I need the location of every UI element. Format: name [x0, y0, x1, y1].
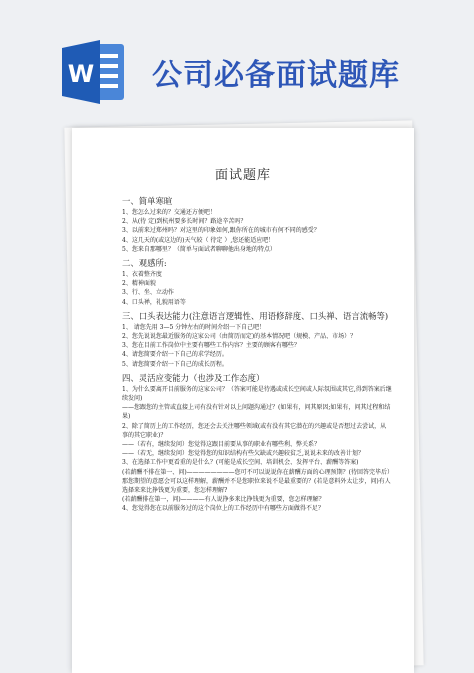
list-item: 3、行、坐、立动作	[122, 289, 174, 297]
list-item: 2、除了简历上的工作经历，您还会去关注哪些领域(或有没有其它潜在的兴趣或是否想过去尝试，从事的其它职业)？	[122, 422, 387, 439]
list-item: 1、为什么要离开目前服务的这家公司？（答案可能是待遇或成长空间或人际氛围或其它,得到答案后继续发问)	[122, 385, 392, 403]
list-item: 4、您觉得您在以前服务过的这个岗位上的工作经历中有哪些方面做得不足？	[122, 505, 324, 513]
list-item: 3、您在目前工作岗位中主要有哪些工作内容？主要的顾客有哪些？	[122, 342, 300, 350]
section-heading: 三、口头表达能力(注意语言逻辑性、用语修辞度、口头禅、语言流畅等)	[122, 310, 389, 321]
list-item: 1、您怎么过来的？交通还方便吧！	[122, 209, 216, 216]
list-item: ——（若无，继续发问）您觉得您的知识结构有些欠缺或兴趣较贫乏,说说未来的改善计划？	[122, 450, 364, 458]
list-item: 2、您先说说您最近服务的这家公司（由简历而定)的基本情况吧（规模、产品、市场）？	[122, 333, 357, 341]
list-item: (若薪酬不排在第一、问)————————您可不可以说说你在薪酬方面的心理预期？(待回答完毕后）那您期望的意愿会可以这样理解，薪酬并不是您职位来说不是最重要的？(若是意料外太让步，问)有人选择来来比挣钱更为重要，您怎样理解?	[122, 468, 391, 495]
list-item: 5、您来自那哪里？（简单与面试者聊聊他出身地的特点）	[122, 245, 276, 253]
document-title: 面试题库	[214, 168, 271, 183]
list-item: 4、这几天的(或这边的)天气较（ 待定 ）,您还能适应吧！	[122, 236, 275, 244]
list-item: 5、请您简要介绍一下自己的成长历程。	[122, 360, 228, 368]
list-item: 1、衣着整齐度	[122, 271, 162, 279]
word-logo-letter: W	[67, 60, 95, 88]
section-heading: 二、观感所:	[122, 258, 167, 269]
list-item: 1、 请您先用 3—5 分钟左右的时间介绍一下自己吧！	[122, 323, 266, 331]
list-item: 2、从(待 定)到杭州要多长时间？路途辛苦吗？	[122, 218, 247, 226]
list-item: 2、精神面貌	[122, 280, 156, 288]
list-item: ——（若有，继续发问）您觉得这跟目前要从事的职业有哪些利、弊关系？	[122, 441, 321, 449]
list-item: ——您跟您的主管或直接上司有没有针对以上问题沟通过？(如果有，问其原因;如果有，问其过程和结果)	[122, 404, 391, 421]
banner-title: 公司必备面试题库	[152, 58, 400, 93]
list-item: 4、口头禅，礼貌用语等	[122, 298, 186, 306]
word-document-icon	[62, 38, 128, 106]
document-body	[122, 192, 392, 514]
banner	[0, 0, 474, 118]
list-item: 3、在选择工作中更看重的是什么？(可能是成长空间、培训机会、发挥平台、薪酬等答案)	[122, 459, 359, 467]
section-heading: 一、简单寒暄	[122, 196, 173, 206]
list-item: 4、请您简要介绍一下自己的求学经历。	[122, 351, 228, 359]
section-heading: 四、灵活应变能力（也涉及工作态度）	[122, 372, 265, 383]
document-page	[72, 128, 414, 673]
list-item: (若薪酬排在第一，问)————有人说挣多来比挣钱更为重要，您怎样理解？	[122, 496, 325, 504]
list-item: 3、以前来过郑州吗？对这里的印象如何,跟你所在的城市有何不同的感受？	[122, 227, 320, 235]
